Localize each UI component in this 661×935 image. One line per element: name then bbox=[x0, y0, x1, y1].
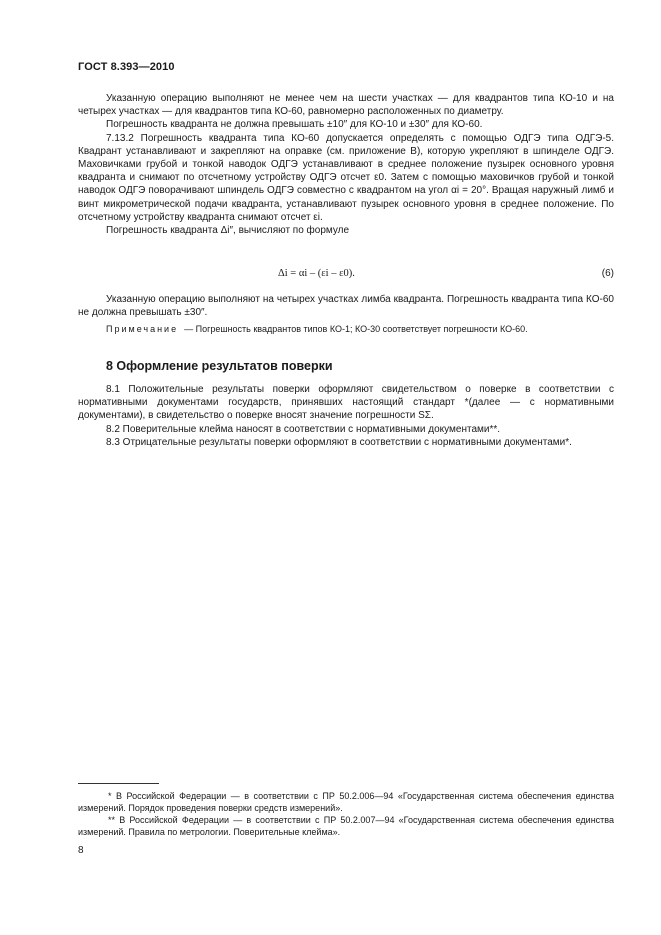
equation-number: (6) bbox=[601, 268, 614, 279]
note-label: Примечание bbox=[106, 324, 179, 334]
paragraph: 7.13.2 Погрешность квадранта типа КО-60 допускается определять с помощью ОДГЭ типа ОДГЭ-5. Квадрант устанавливают и закрепляют на оправке (см. приложение В), которую укрепляют в шпинделе ОДГЭ. Маховичками грубой и тонкой наводок ОДГЭ устанавливают в среднее положение пузырек основного уровня квадранта и снимают по отсчетному устройству ОДГЭ отсчет ε0. Затем с помощью маховичков грубой и тонкой наводок ОДГЭ поворачивают шпиндель ОДГЭ совместно с квадрантом на угол αi = 20°. Вращая наружный лимб и винт микрометрической подачи квадранта, устанавливают пузырек основного уровня в среднее положение. По отсчетному устройству квадранта снимают отсчет εi. bbox=[78, 132, 614, 223]
text-block-procedure bbox=[78, 92, 614, 237]
formula: Δi = αi – (εi – ε0). bbox=[278, 268, 355, 279]
text-block-results bbox=[78, 383, 614, 449]
section-title: 8 Оформление результатов поверки bbox=[106, 359, 333, 373]
page-number: 8 bbox=[78, 845, 84, 856]
paragraph: Погрешность квадранта Δi″, вычисляют по формуле bbox=[106, 225, 350, 237]
text-block-limb bbox=[78, 293, 614, 319]
footnote: * В Российской Федерации — в соответствии с ПР 50.2.006—94 «Государственная система обеспечения единства измерений. Порядок проведения поверки средств измерений». bbox=[78, 791, 614, 813]
paragraph: 8.3 Отрицательные результаты поверки оформляют в соответствии с нормативными документами*. bbox=[106, 436, 572, 448]
footnote-divider bbox=[78, 783, 159, 784]
paragraph: Указанную операцию выполняют на четырех участках лимба квадранта. Погрешность квадранта типа КО-60 не должна превышать ±30″. bbox=[78, 294, 614, 319]
footnote: ** В Российской Федерации — в соответствии с ПР 50.2.007—94 «Государственная система обеспечения единства измерений. Правила по метрологии. Поверительные клейма». bbox=[78, 815, 614, 837]
paragraph: Погрешность квадранта не должна превышать ±10″ для КО-10 и ±30″ для КО-60. bbox=[106, 119, 483, 131]
paragraph: 8.1 Положительные результаты поверки оформляют свидетельством о поверке в соответствии с нормативными документами государств, принявших настоящий стандарт *(далее — с нормативными документами), в свидетельство о поверке вносят значение погрешности SΣ. bbox=[78, 384, 614, 422]
paragraph: 8.2 Поверительные клейма наносят в соответствии с нормативными документами**. bbox=[106, 423, 501, 435]
paragraph: Указанную операцию выполняют не менее чем на шести участках — для квадрантов типа КО-10 и на четырех участках — для квадрантов типа КО-60, равномерно расположенных по диаметру. bbox=[78, 93, 614, 118]
note bbox=[106, 324, 616, 334]
note-text: — Погрешность квадрантов типов КО-1; КО-30 соответствует погрешности КО-60. bbox=[184, 324, 528, 334]
formula-row bbox=[78, 268, 614, 282]
footnotes bbox=[78, 790, 614, 838]
document-header: ГОСТ 8.393—2010 bbox=[78, 61, 175, 73]
